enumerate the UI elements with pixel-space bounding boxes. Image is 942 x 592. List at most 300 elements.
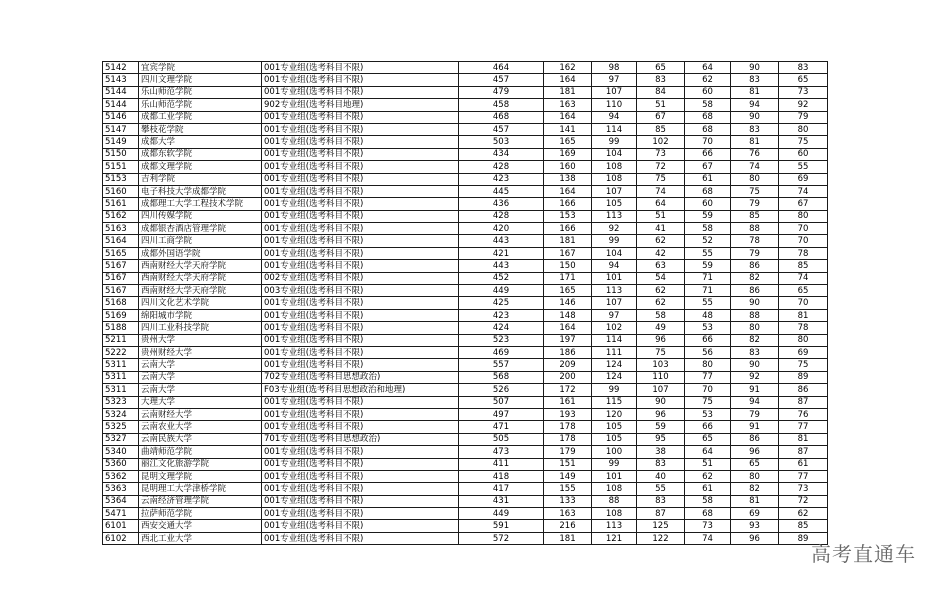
score-chinese-cell: 165 bbox=[544, 136, 592, 148]
score-subject-c-cell: 80 bbox=[779, 210, 828, 222]
table-row bbox=[103, 520, 828, 532]
score-english-cell: 74 bbox=[637, 185, 685, 197]
score-chinese-cell: 148 bbox=[544, 309, 592, 321]
score-subject-b-cell: 78 bbox=[731, 235, 779, 247]
score-math-cell: 104 bbox=[592, 247, 637, 259]
group-name-cell: 001专业组(选考科目不限) bbox=[262, 359, 459, 371]
table-row bbox=[103, 235, 828, 247]
score-english-cell: 51 bbox=[637, 210, 685, 222]
score-chinese-cell: 146 bbox=[544, 297, 592, 309]
score-english-cell: 107 bbox=[637, 384, 685, 396]
school-code-cell: 5165 bbox=[103, 247, 139, 259]
score-subject-a-cell: 60 bbox=[685, 86, 731, 98]
school-code-cell: 6102 bbox=[103, 532, 139, 544]
school-code-cell: 5143 bbox=[103, 74, 139, 86]
score-subject-b-cell: 81 bbox=[731, 136, 779, 148]
score-subject-b-cell: 80 bbox=[731, 322, 779, 334]
school-name-cell: 丽江文化旅游学院 bbox=[139, 458, 262, 470]
table-row bbox=[103, 86, 828, 98]
group-name-cell: 001专业组(选考科目不限) bbox=[262, 408, 459, 420]
score-subject-c-cell: 65 bbox=[779, 285, 828, 297]
group-name-cell: 001专业组(选考科目不限) bbox=[262, 495, 459, 507]
score-subject-c-cell: 85 bbox=[779, 260, 828, 272]
school-name-cell: 成都外国语学院 bbox=[139, 247, 262, 259]
score-chinese-cell: 166 bbox=[544, 223, 592, 235]
table-row bbox=[103, 198, 828, 210]
school-code-cell: 5160 bbox=[103, 185, 139, 197]
group-name-cell: 702专业组(选考科目思想政治) bbox=[262, 371, 459, 383]
school-name-cell: 四川传媒学院 bbox=[139, 210, 262, 222]
total-score-cell: 479 bbox=[459, 86, 544, 98]
total-score-cell: 591 bbox=[459, 520, 544, 532]
total-score-cell: 436 bbox=[459, 198, 544, 210]
table-row bbox=[103, 297, 828, 309]
score-subject-c-cell: 70 bbox=[779, 223, 828, 235]
score-math-cell: 99 bbox=[592, 458, 637, 470]
score-english-cell: 103 bbox=[637, 359, 685, 371]
score-subject-c-cell: 60 bbox=[779, 148, 828, 160]
score-subject-a-cell: 68 bbox=[685, 111, 731, 123]
school-name-cell: 西南财经大学天府学院 bbox=[139, 285, 262, 297]
score-math-cell: 113 bbox=[592, 520, 637, 532]
group-name-cell: 001专业组(选考科目不限) bbox=[262, 161, 459, 173]
score-subject-a-cell: 58 bbox=[685, 223, 731, 235]
score-english-cell: 84 bbox=[637, 86, 685, 98]
score-subject-c-cell: 75 bbox=[779, 359, 828, 371]
school-name-cell: 成都银杏酒店管理学院 bbox=[139, 223, 262, 235]
score-subject-a-cell: 61 bbox=[685, 483, 731, 495]
table-row bbox=[103, 210, 828, 222]
score-math-cell: 114 bbox=[592, 334, 637, 346]
score-chinese-cell: 169 bbox=[544, 148, 592, 160]
school-name-cell: 贵州大学 bbox=[139, 334, 262, 346]
group-name-cell: 003专业组(选考科目不限) bbox=[262, 285, 459, 297]
school-name-cell: 昆明理工大学津桥学院 bbox=[139, 483, 262, 495]
group-name-cell: 701专业组(选考科目思想政治) bbox=[262, 433, 459, 445]
score-subject-b-cell: 82 bbox=[731, 483, 779, 495]
score-subject-b-cell: 90 bbox=[731, 359, 779, 371]
score-english-cell: 83 bbox=[637, 458, 685, 470]
score-subject-c-cell: 80 bbox=[779, 123, 828, 135]
score-subject-c-cell: 80 bbox=[779, 334, 828, 346]
score-subject-c-cell: 81 bbox=[779, 309, 828, 321]
table-row bbox=[103, 346, 828, 358]
score-english-cell: 62 bbox=[637, 285, 685, 297]
score-subject-a-cell: 53 bbox=[685, 322, 731, 334]
total-score-cell: 417 bbox=[459, 483, 544, 495]
score-subject-a-cell: 55 bbox=[685, 247, 731, 259]
table-row bbox=[103, 272, 828, 284]
score-subject-a-cell: 77 bbox=[685, 371, 731, 383]
school-code-cell: 5144 bbox=[103, 99, 139, 111]
score-subject-a-cell: 71 bbox=[685, 285, 731, 297]
score-english-cell: 55 bbox=[637, 483, 685, 495]
score-subject-c-cell: 73 bbox=[779, 86, 828, 98]
school-code-cell: 5147 bbox=[103, 123, 139, 135]
group-name-cell: 001专业组(选考科目不限) bbox=[262, 86, 459, 98]
score-math-cell: 108 bbox=[592, 173, 637, 185]
score-english-cell: 54 bbox=[637, 272, 685, 284]
score-subject-c-cell: 73 bbox=[779, 483, 828, 495]
group-name-cell: 001专业组(选考科目不限) bbox=[262, 458, 459, 470]
score-chinese-cell: 164 bbox=[544, 74, 592, 86]
score-chinese-cell: 150 bbox=[544, 260, 592, 272]
score-subject-c-cell: 79 bbox=[779, 111, 828, 123]
score-subject-b-cell: 82 bbox=[731, 334, 779, 346]
school-code-cell: 5164 bbox=[103, 235, 139, 247]
group-name-cell: 001专业组(选考科目不限) bbox=[262, 235, 459, 247]
table-row bbox=[103, 334, 828, 346]
score-math-cell: 88 bbox=[592, 495, 637, 507]
total-score-cell: 497 bbox=[459, 408, 544, 420]
table-row bbox=[103, 99, 828, 111]
school-code-cell: 5362 bbox=[103, 470, 139, 482]
score-subject-b-cell: 92 bbox=[731, 371, 779, 383]
score-subject-a-cell: 53 bbox=[685, 408, 731, 420]
score-english-cell: 83 bbox=[637, 495, 685, 507]
school-name-cell: 西安交通大学 bbox=[139, 520, 262, 532]
score-subject-b-cell: 94 bbox=[731, 396, 779, 408]
score-math-cell: 98 bbox=[592, 62, 637, 74]
score-english-cell: 102 bbox=[637, 136, 685, 148]
total-score-cell: 458 bbox=[459, 99, 544, 111]
school-name-cell: 云南大学 bbox=[139, 359, 262, 371]
score-chinese-cell: 166 bbox=[544, 198, 592, 210]
score-subject-c-cell: 85 bbox=[779, 520, 828, 532]
score-subject-b-cell: 94 bbox=[731, 99, 779, 111]
score-chinese-cell: 200 bbox=[544, 371, 592, 383]
score-subject-b-cell: 83 bbox=[731, 123, 779, 135]
table-row bbox=[103, 62, 828, 74]
total-score-cell: 505 bbox=[459, 433, 544, 445]
group-name-cell: 001专业组(选考科目不限) bbox=[262, 173, 459, 185]
total-score-cell: 523 bbox=[459, 334, 544, 346]
score-english-cell: 64 bbox=[637, 198, 685, 210]
score-math-cell: 121 bbox=[592, 532, 637, 544]
school-code-cell: 5161 bbox=[103, 198, 139, 210]
school-code-cell: 5168 bbox=[103, 297, 139, 309]
school-name-cell: 吉利学院 bbox=[139, 173, 262, 185]
score-english-cell: 42 bbox=[637, 247, 685, 259]
total-score-cell: 445 bbox=[459, 185, 544, 197]
score-subject-c-cell: 61 bbox=[779, 458, 828, 470]
score-subject-a-cell: 61 bbox=[685, 173, 731, 185]
school-code-cell: 5169 bbox=[103, 309, 139, 321]
score-subject-c-cell: 81 bbox=[779, 433, 828, 445]
school-code-cell: 5327 bbox=[103, 433, 139, 445]
score-chinese-cell: 193 bbox=[544, 408, 592, 420]
score-math-cell: 120 bbox=[592, 408, 637, 420]
score-subject-c-cell: 78 bbox=[779, 322, 828, 334]
school-code-cell: 5471 bbox=[103, 508, 139, 520]
school-code-cell: 5364 bbox=[103, 495, 139, 507]
score-chinese-cell: 163 bbox=[544, 99, 592, 111]
school-name-cell: 宜宾学院 bbox=[139, 62, 262, 74]
score-english-cell: 125 bbox=[637, 520, 685, 532]
table-row bbox=[103, 483, 828, 495]
total-score-cell: 473 bbox=[459, 446, 544, 458]
school-code-cell: 6101 bbox=[103, 520, 139, 532]
score-subject-a-cell: 59 bbox=[685, 210, 731, 222]
score-chinese-cell: 181 bbox=[544, 235, 592, 247]
table-row bbox=[103, 161, 828, 173]
score-subject-a-cell: 60 bbox=[685, 198, 731, 210]
score-subject-a-cell: 70 bbox=[685, 384, 731, 396]
score-subject-b-cell: 88 bbox=[731, 309, 779, 321]
score-subject-b-cell: 81 bbox=[731, 495, 779, 507]
school-name-cell: 成都东软学院 bbox=[139, 148, 262, 160]
score-math-cell: 113 bbox=[592, 285, 637, 297]
group-name-cell: 001专业组(选考科目不限) bbox=[262, 396, 459, 408]
score-math-cell: 101 bbox=[592, 272, 637, 284]
score-subject-a-cell: 58 bbox=[685, 99, 731, 111]
group-name-cell: 001专业组(选考科目不限) bbox=[262, 346, 459, 358]
table-row bbox=[103, 532, 828, 544]
score-chinese-cell: 161 bbox=[544, 396, 592, 408]
score-chinese-cell: 216 bbox=[544, 520, 592, 532]
score-subject-b-cell: 91 bbox=[731, 384, 779, 396]
score-chinese-cell: 151 bbox=[544, 458, 592, 470]
table-row bbox=[103, 309, 828, 321]
table-row bbox=[103, 223, 828, 235]
group-name-cell: 001专业组(选考科目不限) bbox=[262, 111, 459, 123]
score-subject-b-cell: 82 bbox=[731, 272, 779, 284]
score-math-cell: 102 bbox=[592, 322, 637, 334]
score-subject-a-cell: 74 bbox=[685, 532, 731, 544]
table-row bbox=[103, 421, 828, 433]
table-body bbox=[103, 62, 828, 545]
score-english-cell: 62 bbox=[637, 297, 685, 309]
score-english-cell: 73 bbox=[637, 148, 685, 160]
group-name-cell: 001专业组(选考科目不限) bbox=[262, 123, 459, 135]
group-name-cell: 001专业组(选考科目不限) bbox=[262, 223, 459, 235]
table-row bbox=[103, 396, 828, 408]
school-name-cell: 乐山师范学院 bbox=[139, 99, 262, 111]
score-subject-a-cell: 66 bbox=[685, 334, 731, 346]
score-subject-b-cell: 86 bbox=[731, 433, 779, 445]
group-name-cell: 001专业组(选考科目不限) bbox=[262, 62, 459, 74]
score-math-cell: 107 bbox=[592, 185, 637, 197]
score-subject-a-cell: 62 bbox=[685, 470, 731, 482]
score-subject-b-cell: 83 bbox=[731, 74, 779, 86]
school-name-cell: 云南经济管理学院 bbox=[139, 495, 262, 507]
group-name-cell: 001专业组(选考科目不限) bbox=[262, 74, 459, 86]
school-code-cell: 5146 bbox=[103, 111, 139, 123]
school-name-cell: 云南农业大学 bbox=[139, 421, 262, 433]
school-code-cell: 5311 bbox=[103, 359, 139, 371]
school-code-cell: 5211 bbox=[103, 334, 139, 346]
score-subject-c-cell: 89 bbox=[779, 532, 828, 544]
total-score-cell: 457 bbox=[459, 123, 544, 135]
table-row bbox=[103, 136, 828, 148]
total-score-cell: 443 bbox=[459, 260, 544, 272]
score-subject-a-cell: 55 bbox=[685, 297, 731, 309]
school-name-cell: 西南财经大学天府学院 bbox=[139, 272, 262, 284]
total-score-cell: 449 bbox=[459, 285, 544, 297]
score-math-cell: 113 bbox=[592, 210, 637, 222]
score-math-cell: 101 bbox=[592, 470, 637, 482]
group-name-cell: 001专业组(选考科目不限) bbox=[262, 322, 459, 334]
table-row bbox=[103, 408, 828, 420]
score-english-cell: 87 bbox=[637, 508, 685, 520]
total-score-cell: 425 bbox=[459, 297, 544, 309]
school-name-cell: 四川工商学院 bbox=[139, 235, 262, 247]
score-subject-a-cell: 67 bbox=[685, 161, 731, 173]
score-subject-b-cell: 91 bbox=[731, 421, 779, 433]
score-subject-b-cell: 79 bbox=[731, 247, 779, 259]
school-code-cell: 5340 bbox=[103, 446, 139, 458]
score-chinese-cell: 209 bbox=[544, 359, 592, 371]
school-name-cell: 曲靖师范学院 bbox=[139, 446, 262, 458]
score-math-cell: 97 bbox=[592, 309, 637, 321]
score-subject-b-cell: 90 bbox=[731, 111, 779, 123]
score-chinese-cell: 155 bbox=[544, 483, 592, 495]
group-name-cell: 001专业组(选考科目不限) bbox=[262, 446, 459, 458]
total-score-cell: 420 bbox=[459, 223, 544, 235]
score-subject-c-cell: 62 bbox=[779, 508, 828, 520]
table-row bbox=[103, 446, 828, 458]
score-subject-b-cell: 90 bbox=[731, 297, 779, 309]
score-chinese-cell: 138 bbox=[544, 173, 592, 185]
total-score-cell: 423 bbox=[459, 173, 544, 185]
score-subject-c-cell: 83 bbox=[779, 62, 828, 74]
score-subject-a-cell: 80 bbox=[685, 359, 731, 371]
group-name-cell: 001专业组(选考科目不限) bbox=[262, 520, 459, 532]
score-subject-b-cell: 86 bbox=[731, 260, 779, 272]
table-row bbox=[103, 74, 828, 86]
total-score-cell: 568 bbox=[459, 371, 544, 383]
table-row bbox=[103, 508, 828, 520]
school-name-cell: 四川文理学院 bbox=[139, 74, 262, 86]
table-row bbox=[103, 123, 828, 135]
score-english-cell: 75 bbox=[637, 173, 685, 185]
school-name-cell: 电子科技大学成都学院 bbox=[139, 185, 262, 197]
school-code-cell: 5151 bbox=[103, 161, 139, 173]
score-english-cell: 90 bbox=[637, 396, 685, 408]
total-score-cell: 526 bbox=[459, 384, 544, 396]
score-chinese-cell: 163 bbox=[544, 508, 592, 520]
score-subject-a-cell: 59 bbox=[685, 260, 731, 272]
school-name-cell: 云南大学 bbox=[139, 371, 262, 383]
score-english-cell: 40 bbox=[637, 470, 685, 482]
score-subject-a-cell: 52 bbox=[685, 235, 731, 247]
school-code-cell: 5142 bbox=[103, 62, 139, 74]
score-chinese-cell: 186 bbox=[544, 346, 592, 358]
score-math-cell: 105 bbox=[592, 198, 637, 210]
table-row bbox=[103, 458, 828, 470]
score-subject-a-cell: 68 bbox=[685, 508, 731, 520]
school-name-cell: 成都文理学院 bbox=[139, 161, 262, 173]
score-math-cell: 110 bbox=[592, 99, 637, 111]
score-math-cell: 104 bbox=[592, 148, 637, 160]
group-name-cell: 001专业组(选考科目不限) bbox=[262, 136, 459, 148]
score-chinese-cell: 172 bbox=[544, 384, 592, 396]
total-score-cell: 557 bbox=[459, 359, 544, 371]
score-english-cell: 63 bbox=[637, 260, 685, 272]
score-math-cell: 111 bbox=[592, 346, 637, 358]
group-name-cell: 002专业组(选考科目不限) bbox=[262, 272, 459, 284]
score-chinese-cell: 171 bbox=[544, 272, 592, 284]
score-math-cell: 105 bbox=[592, 421, 637, 433]
group-name-cell: 001专业组(选考科目不限) bbox=[262, 508, 459, 520]
score-math-cell: 114 bbox=[592, 123, 637, 135]
table-row bbox=[103, 185, 828, 197]
score-subject-c-cell: 89 bbox=[779, 371, 828, 383]
school-name-cell: 攀枝花学院 bbox=[139, 123, 262, 135]
score-subject-b-cell: 80 bbox=[731, 470, 779, 482]
score-math-cell: 100 bbox=[592, 446, 637, 458]
total-score-cell: 424 bbox=[459, 322, 544, 334]
school-code-cell: 5150 bbox=[103, 148, 139, 160]
score-subject-b-cell: 86 bbox=[731, 285, 779, 297]
score-english-cell: 59 bbox=[637, 421, 685, 433]
score-subject-b-cell: 75 bbox=[731, 185, 779, 197]
score-math-cell: 124 bbox=[592, 371, 637, 383]
total-score-cell: 503 bbox=[459, 136, 544, 148]
score-math-cell: 115 bbox=[592, 396, 637, 408]
school-code-cell: 5311 bbox=[103, 371, 139, 383]
school-name-cell: 绵阳城市学院 bbox=[139, 309, 262, 321]
group-name-cell: 001专业组(选考科目不限) bbox=[262, 148, 459, 160]
score-subject-b-cell: 96 bbox=[731, 532, 779, 544]
score-subject-b-cell: 96 bbox=[731, 446, 779, 458]
score-subject-a-cell: 75 bbox=[685, 396, 731, 408]
score-subject-c-cell: 55 bbox=[779, 161, 828, 173]
score-subject-b-cell: 88 bbox=[731, 223, 779, 235]
score-subject-b-cell: 79 bbox=[731, 408, 779, 420]
score-subject-c-cell: 74 bbox=[779, 272, 828, 284]
score-subject-b-cell: 76 bbox=[731, 148, 779, 160]
school-code-cell: 5149 bbox=[103, 136, 139, 148]
score-chinese-cell: 160 bbox=[544, 161, 592, 173]
score-subject-b-cell: 90 bbox=[731, 62, 779, 74]
score-subject-b-cell: 65 bbox=[731, 458, 779, 470]
score-chinese-cell: 197 bbox=[544, 334, 592, 346]
score-subject-b-cell: 80 bbox=[731, 173, 779, 185]
table-row bbox=[103, 470, 828, 482]
score-subject-c-cell: 69 bbox=[779, 346, 828, 358]
score-english-cell: 62 bbox=[637, 235, 685, 247]
group-name-cell: 001专业组(选考科目不限) bbox=[262, 483, 459, 495]
school-code-cell: 5311 bbox=[103, 384, 139, 396]
score-subject-b-cell: 69 bbox=[731, 508, 779, 520]
score-chinese-cell: 181 bbox=[544, 86, 592, 98]
school-name-cell: 云南大学 bbox=[139, 384, 262, 396]
school-name-cell: 四川文化艺术学院 bbox=[139, 297, 262, 309]
school-code-cell: 5325 bbox=[103, 421, 139, 433]
score-subject-b-cell: 83 bbox=[731, 346, 779, 358]
table-row bbox=[103, 260, 828, 272]
score-subject-a-cell: 58 bbox=[685, 495, 731, 507]
score-chinese-cell: 141 bbox=[544, 123, 592, 135]
score-subject-a-cell: 71 bbox=[685, 272, 731, 284]
school-name-cell: 西北工业大学 bbox=[139, 532, 262, 544]
score-subject-c-cell: 78 bbox=[779, 247, 828, 259]
school-name-cell: 贵州财经大学 bbox=[139, 346, 262, 358]
total-score-cell: 469 bbox=[459, 346, 544, 358]
group-name-cell: 001专业组(选考科目不限) bbox=[262, 198, 459, 210]
school-code-cell: 5324 bbox=[103, 408, 139, 420]
score-math-cell: 94 bbox=[592, 260, 637, 272]
score-english-cell: 96 bbox=[637, 408, 685, 420]
score-math-cell: 99 bbox=[592, 136, 637, 148]
score-subject-b-cell: 93 bbox=[731, 520, 779, 532]
score-chinese-cell: 178 bbox=[544, 433, 592, 445]
score-subject-c-cell: 70 bbox=[779, 235, 828, 247]
score-subject-c-cell: 92 bbox=[779, 99, 828, 111]
score-english-cell: 122 bbox=[637, 532, 685, 544]
score-chinese-cell: 179 bbox=[544, 446, 592, 458]
